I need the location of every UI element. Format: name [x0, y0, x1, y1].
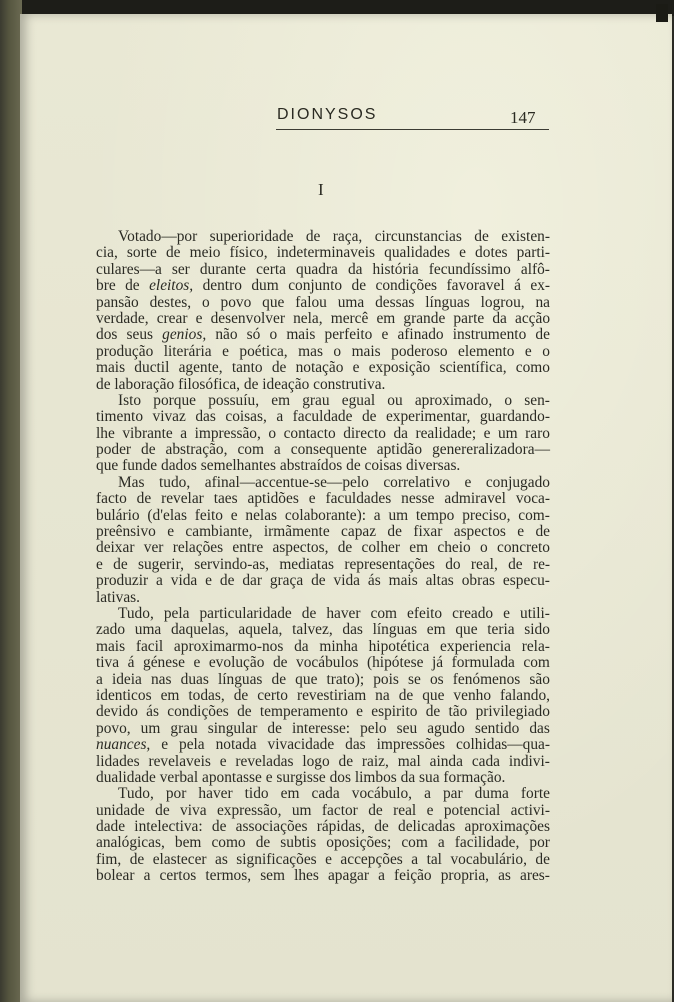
text-line: Tudo, pela particularidade de haver com efeito creado e utili-: [118, 604, 550, 622]
text-line: identicos em todas, de certo revestiriam na de que venho falando,: [96, 686, 551, 704]
text-line: produção literária e poética, mas o mais poderoso elemento e o: [96, 342, 550, 360]
text-line: fim, de elastecer as significações e accepções a tal vocabulário, de: [96, 850, 550, 868]
body-text: [96, 229, 550, 885]
text-line: analógicas, bem como de subtis oposições; com a facilidade, por: [96, 834, 550, 852]
text-line: dos seus genios, não só o mais perfeito e afinado instrumento de: [96, 326, 550, 344]
text-line: Isto porque possuíu, em grau egual ou aproximado, o sen-: [118, 391, 550, 409]
text-line: poder de abstração, com a consequente aptidão genereralizadora—: [96, 441, 550, 459]
text-line: dade intelectiva: de associações rápidas, de delicadas aproximações: [96, 818, 550, 836]
text-line: de laboração filosófica, de ideação construtiva.: [96, 375, 386, 393]
header-rule: [276, 129, 549, 130]
text-line: culares—a ser durante certa quadra da história fecundíssimo alfô-: [96, 260, 550, 278]
text-line: mais ductil agente, tanto de notação e exposição scientífica, como: [96, 359, 550, 377]
book-spine: [0, 0, 22, 1002]
text-line: e de sugerir, servindo-as, mediatas representações do real, de re-: [96, 555, 551, 573]
running-title: DIONYSOS: [277, 106, 378, 123]
text-line: lativas.: [96, 588, 141, 606]
text-line: dualidade verbal apontasse e surgisse dos limbos da sua formação.: [96, 768, 506, 786]
text-line: Mas tudo, afinal—accentue-se—pelo correlativo e conjugado: [118, 473, 550, 491]
text-line: deixar ver relações entre aspectos, de colher em cheio o concreto: [96, 539, 550, 557]
text-line: cia, sorte de meio físico, indeterminaveis qualidades e dotes parti-: [96, 244, 551, 262]
text-line: tiva á génese e evolução de vocábulos (hipótese já formulada com: [96, 654, 550, 672]
text-line: bulário (d'elas feito e nelas colaborante): a um tempo preciso, com-: [96, 506, 550, 524]
text-line: Tudo, por haver tido em cada vocábulo, a par duma forte: [118, 785, 550, 803]
text-line: bre de eleitos, dentro dum conjunto de condições favoravel á ex-: [96, 277, 551, 295]
section-numeral: I: [318, 180, 324, 199]
text-line: nuances, e pela notada vivacidade das impressões colhidas—qua-: [96, 736, 550, 754]
text-line: timento vivaz das coisas, a faculdade de experimentar, guardando-: [96, 408, 550, 426]
text-line: unidade de viva expressão, um factor de real e potencial activi-: [96, 801, 550, 819]
text-line: verdade, crear e desenvolver nela, mercê em grande parte da acção: [96, 309, 551, 327]
text-line: povo, um grau singular de interesse: pelo seu agudo sentido das: [96, 719, 550, 737]
text-line: lidades revelaveis e reveladas logo de raiz, mal ainda cada indivi-: [96, 752, 550, 770]
text-line: Votado—por superioridade de raça, circunstancias de existen-: [118, 228, 550, 245]
text-line: zado uma daquelas, aquela, talvez, das línguas em que teria sido: [96, 621, 550, 639]
text-line: facto de revelar taes aptidões e faculdades nesse admiravel voca-: [96, 490, 550, 508]
text-line: a ideia nas duas línguas de que trato); pois se os fenómenos são: [96, 670, 550, 688]
text-line: bolear a certos termos, sem lhes apagar a feição propria, as ares-: [96, 867, 550, 885]
text-line: lhe vibrante a impressão, o contacto directo da realidade; e um raro: [96, 424, 550, 442]
text-line: devido ás condições de temperamento e espirito de tão privilegiado: [96, 703, 550, 721]
text-line: preênsivo e cambiante, irmãmente capaz de fixar aspectos e de: [96, 523, 550, 541]
text-line: produzir a vida e de dar graça de vida ás mais altas obras especu-: [96, 572, 550, 590]
text-line: mais facil aproximarmo-nos da minha hipotética experiencia rela-: [96, 637, 550, 655]
page-number: 147: [510, 108, 536, 127]
text-line: pansão destes, o povo que falou uma dessas línguas logrou, na: [96, 293, 551, 311]
text-line: que funde dados semelhantes abstraídos de coisas diversas.: [96, 457, 461, 475]
scan-corner-mark: [656, 4, 668, 22]
